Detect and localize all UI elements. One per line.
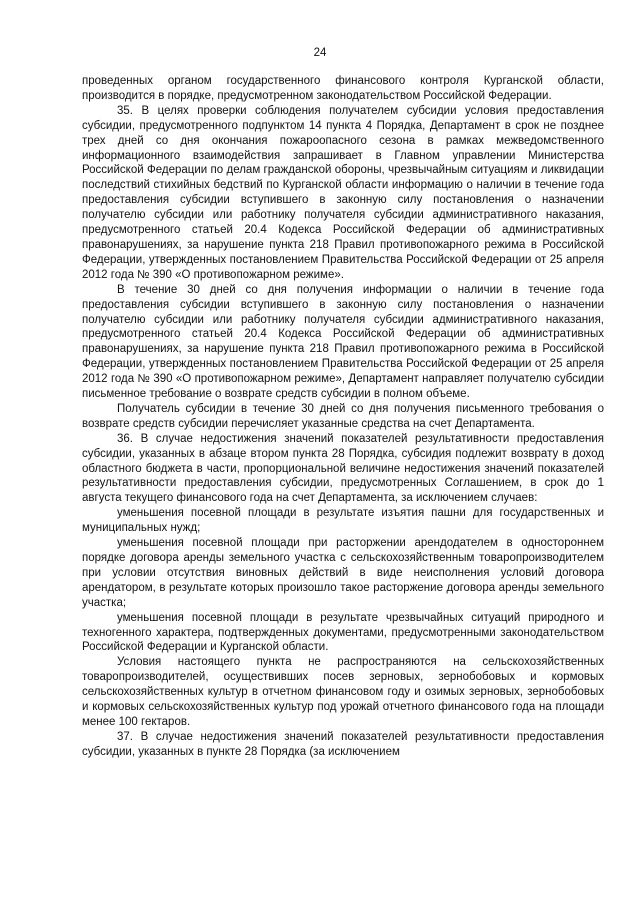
- paragraph-clause-35-notice: В течение 30 дней со дня получения информации о наличии в течение года предоставления субсидии вступившего в законную силу постановления о назначении получателю субсидии или работнику получателя субсидии административного наказания, предусмотренного статьей 20.4 Кодекса Российской Федерации об административных правонарушениях, за нарушение пункта 218 Правил противопожарного режима в Российской Федерации, утвержденных постановлением Правительства Российской Федерации от 25 апреля 2012 года № 390 «О противопожарном режиме», Департамент направляет получателю субсидии письменное требование о возврате средств субсидии в полном объеме.: [82, 283, 604, 401]
- paragraph-exception-3: уменьшения посевной площади в результате чрезвычайных ситуаций природного и техногенного характера, подтвержденных документами, предусмотренными законодательством Российской Федерации и Курганской области.: [82, 611, 604, 654]
- paragraph-exception-2: уменьшения посевной площади при расторжении арендодателем в одностороннем порядке договора аренды земельного участка с сельскохозяйственным товаропроизводителем при условии отсутствия виновных действий в виде неисполнения условий договора арендатором, в результате которых произошло такое расторжение договора аренды земельного участка;: [82, 537, 604, 609]
- paragraph-continuation: проведенных органом государственного финансового контроля Курганской области, производится в порядке, предусмотренном законодательством Российской Федерации.: [82, 75, 604, 102]
- paragraph-clause-36: 36. В случае недостижения значений показателей результативности предоставления субсидии, указанных в абзаце втором пункта 28 Порядка, субсидия подлежит возврату в доход областного бюджета в части, пропорциональной величине недостижения значений показателей результативности предоставления субсидии, предусмотренных Соглашением, в срок до 1 августа текущего финансового года на счет Департамента, за исключением случаев:: [82, 432, 604, 505]
- page-number: 24: [313, 47, 327, 59]
- paragraph-clause-36-conditions: Условия настоящего пункта не распространяются на сельскохозяйственных товаропроизводителей, осуществивших посев зерновых, зернобобовых и кормовых сельскохозяйственных культур в отчетном финансовом году и озимых зерновых, зернобобовых и кормовых сельскохозяйственных культур под урожай отчетного финансового года на площади менее 100 гектаров.: [82, 656, 604, 728]
- paragraph-clause-35-refund: Получатель субсидии в течение 30 дней со дня получения письменного требования о возврате средств субсидии перечисляет указанные средства на счет Департамента.: [82, 402, 604, 430]
- paragraph-clause-37: 37. В случае недостижения значений показателей результативности предоставления субсидии, указанных в пункте 28 Порядка (за исключением: [82, 730, 604, 758]
- document-body: [82, 74, 604, 760]
- paragraph-exception-1: уменьшения посевной площади в результате изъятия пашни для государственных и муниципальных нужд;: [82, 507, 604, 535]
- paragraph-clause-35: 35. В целях проверки соблюдения получателем субсидии условия предоставления субсидии, предусмотренного подпунктом 14 пункта 4 Порядка, Департамент в срок не позднее трех дней со дня окончания пожароопасного сезона в рамках межведомственного информационного взаимодействия запрашивает в Главном управлении Министерства Российской Федерации по делам гражданской обороны, чрезвычайным ситуациям и ликвидации последствий стихийных бедствий по Курганской области информацию о наличии в течение года предоставления субсидии вступившего в законную силу постановления о назначении получателю субсидии или работнику получателя субсидии административного наказания, предусмотренного статьей 20.4 Кодекса Российской Федерации об административных правонарушениях, за нарушение пункта 218 Правил противопожарного режима в Российской Федерации, утвержденных постановлением Правительства Российской Федерации от 25 апреля 2012 года № 390 «О противопожарном режиме».: [82, 104, 604, 281]
